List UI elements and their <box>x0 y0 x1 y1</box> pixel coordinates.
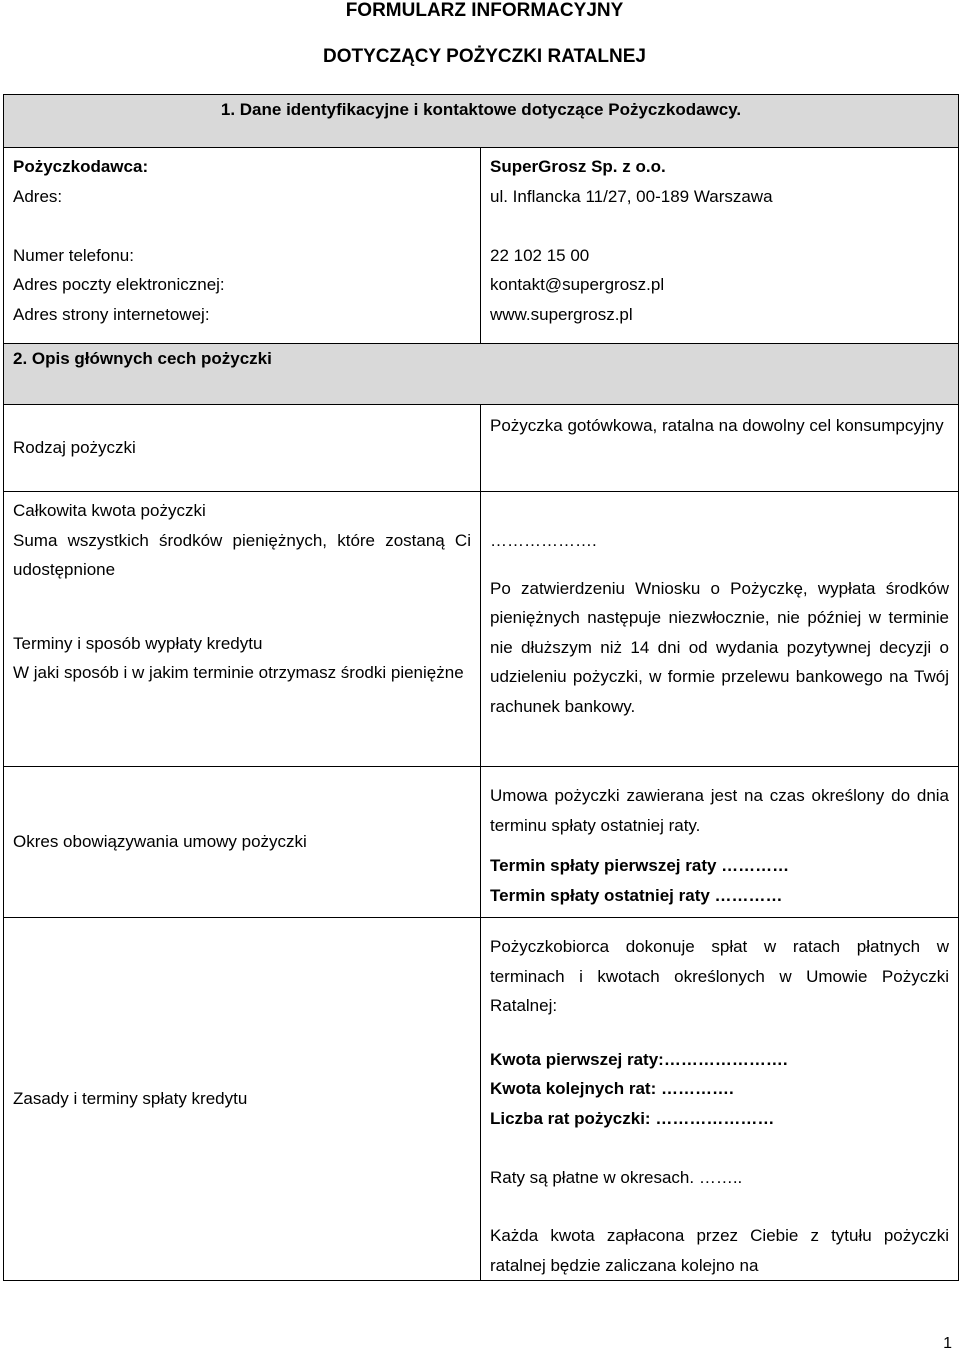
address-label: Adres: <box>13 186 63 206</box>
lender-label: Pożyczkodawca: <box>13 157 149 176</box>
installment-count: Liczba rat pożyczki: ………………… <box>490 1108 775 1128</box>
contract-term-row <box>4 767 959 918</box>
section1-heading-row <box>4 95 959 148</box>
repayment-row <box>4 918 959 1281</box>
total-amount-value: ………………. <box>490 531 597 550</box>
payment-periods: Raty są płatne w okresach. …….. <box>490 1167 743 1187</box>
amount-payout-row <box>4 492 959 767</box>
repayment-intro: Pożyczkobiorca dokonuje spłat w ratach płatnych w terminach i kwotach określonych w Umowie Pożyczki Ratalnej: <box>490 937 950 1016</box>
first-payment-date: Termin spłaty pierwszej raty ………… <box>490 856 790 876</box>
payout-description: W jaki sposób i w jakim terminie otrzymasz środki pieniężne <box>13 663 464 683</box>
information-form-table <box>3 94 959 1281</box>
lender-labels-cell <box>4 148 481 344</box>
total-amount-description: Suma wszystkich środków pieniężnych, które zostaną Ci udostępnione <box>13 530 471 580</box>
website-value: www.supergrosz.pl <box>490 304 633 324</box>
phone-label: Numer telefonu: <box>13 245 134 265</box>
section2-heading-row <box>4 344 959 405</box>
loan-type-row <box>4 405 959 492</box>
section1-heading: 1. Dane identyfikacyjne i kontaktowe dotyczące Pożyczkodawcy. <box>4 95 959 148</box>
loan-type-label: Rodzaj pożyczki <box>4 405 481 492</box>
contract-term-cell <box>481 767 959 918</box>
lender-values-cell <box>481 148 959 344</box>
email-value: kontakt@supergrosz.pl <box>490 275 665 295</box>
payout-value: Po zatwierdzeniu Wniosku o Pożyczkę, wypłata środków pieniężnych następuje niezwłocznie, nie później w terminie nie dłuższym niż 14 dni od wydania pozytywnej decyzji o udzieleniu pożyczki, w formie przelewu bankowego na Twój rachunek bankowy. <box>490 578 950 716</box>
loan-type-value: Pożyczka gotówkowa, ratalna na dowolny cel konsumpcyjny <box>481 405 959 492</box>
email-label: Adres poczty elektronicznej: <box>13 275 225 295</box>
last-payment-date: Termin spłaty ostatniej raty ………… <box>490 885 783 905</box>
next-installments-amount: Kwota kolejnych rat: …………. <box>490 1079 734 1099</box>
total-amount-label: Całkowita kwota pożyczki <box>13 501 206 520</box>
address-value: ul. Inflancka 11/27, 00-189 Warszawa <box>490 186 773 206</box>
contract-term-label: Okres obowiązywania umowy pożyczki <box>4 767 481 918</box>
page-number: 1 <box>943 1335 952 1352</box>
payout-label: Terminy i sposób wypłaty kredytu <box>13 633 263 653</box>
repayment-cell <box>481 918 959 1281</box>
section2-heading: 2. Opis głównych cech pożyczki <box>4 344 959 405</box>
phone-value: 22 102 15 00 <box>490 245 590 265</box>
contract-term-value: Umowa pożyczki zawierana jest na czas określony do dnia terminu spłaty ostatniej raty. <box>490 786 950 835</box>
payment-allocation: Każda kwota zapłacona przez Ciebie z tytułu pożyczki ratalnej będzie zaliczana kolejno na <box>490 1226 950 1275</box>
document-subtitle: DOTYCZĄCY POŻYCZKI RATALNEJ <box>322 46 646 67</box>
repayment-label: Zasady i terminy spłaty kredytu <box>4 918 481 1281</box>
lender-value: SuperGrosz Sp. z o.o. <box>490 157 666 176</box>
amount-payout-values-cell <box>481 492 959 767</box>
lender-data-row <box>4 148 959 344</box>
first-installment-amount: Kwota pierwszej raty:…………………. <box>490 1049 788 1069</box>
document-title: FORMULARZ INFORMACYJNY <box>345 0 624 21</box>
website-label: Adres strony internetowej: <box>13 304 210 324</box>
amount-payout-labels-cell <box>4 492 481 767</box>
